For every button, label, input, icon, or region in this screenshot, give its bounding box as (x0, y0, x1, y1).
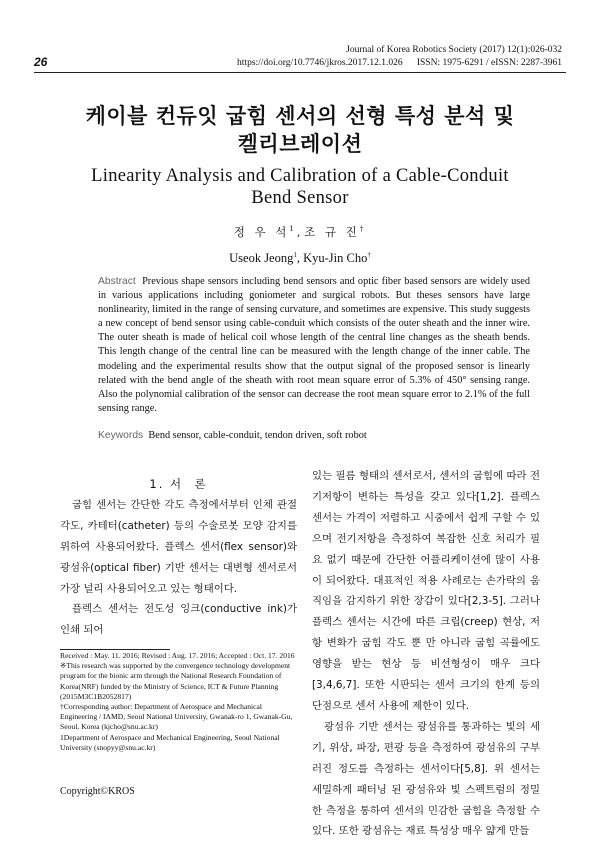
author-name: 정 우 석 (233, 225, 290, 239)
keywords-text: Bend sensor, cable-conduit, tendon driven, soft robot (148, 430, 367, 441)
section-heading: 1. 서 론 (149, 477, 208, 491)
footnote-dates: Received : May. 11. 2016; Revised : Aug. 17. 2016; Accepted : Oct. 17. 2016 (60, 651, 295, 660)
body-paragraph: 굽힘 센서는 간단한 각도 측정에서부터 인체 관절 각도, 카테터(catheter) 등의 수술로봇 모양 감지를 위하여 사용되어왔다. 플렉스 센서(flex sensor)와 광섬유(optical fiber) 기반 센서는 대변형 센서로서 가장 널리 사용되어오고 있는 형태이다. (60, 498, 297, 595)
body-paragraph: 있는 필름 형태의 센서로서, 센서의 굽힘에 따라 전기저항이 변하는 특성을 갖고 있다[1,2]. 플렉스 센서는 가격이 저렴하고 시중에서 쉽게 구할 수 있으며 전기저항을 측정하여 복잡한 신호 처리가 필요 없기 때문에 간단한 어플리케이션에 많이 사용이 되어왔다. 대표적인 적용 사례로는 손가락의 움직임을 감지하기 위한 장갑이 있다[2,3-5]. 그러나 플렉스 센서는 시간에 따른 크립(creep) 현상, 저항 변화가 굽힘 각도 뿐 만 아니라 굽힘 곡률에도 영향을 받는 현상 등 비선형성이 매우 크다[3,4,6,7]. 또한 시판되는 센서 크기의 한계 등의 단점으로 센서 사용에 제한이 있다. (312, 470, 540, 712)
author-separator: , (296, 251, 304, 266)
footnote-rule (60, 649, 170, 650)
author-name: 조 규 진 (304, 225, 360, 239)
journal-citation: Journal of Korea Robotics Society (2017) 12(1):026-032 (346, 45, 562, 55)
abstract-text: Previous shape sensors including bend sensors and optic fiber based sensors are widely used in various applications including goniometer and surgical robots. But theses sensors have large nonlinearity, limited in the range of sensing curvature, and sometimes are expensive. This study suggests a new concept of bend sensor using cable-conduit which consists of the outer sheath and the inner wire. The outer sheath is made of helical coil whose length of the central line changes as the sheath bends. This length change of the central line can be measured with the length change of the inner cable. The modeling and the experimental results show that the output signal of the proposed sensor is linearly related with the bend angle of the sheath with root mean square error of 5.3% of 450° sensing range. Also the polynomial calibration of the sensor can decrease the root mean square error to 2.1% of the full sensing range. (98, 276, 530, 414)
author-mark: 1 (293, 251, 297, 259)
author-mark: † (359, 225, 367, 234)
footnote-support: ※This research was supported by the convergence technology development program for the bionic arm through the National Research Foundation of Korea(NRF) funded by the Ministry of Science, ICT & Future Planning (2015M3C1B2052817) (60, 661, 291, 701)
footnote-corresponding: †Corresponding author: Department of Aerospace and Mechanical Engineering / IAMD, Seoul National University, Gwanak-ro 1, Gwanak-Gu, Seoul, Korea (kjcho@snu.ac.kr) (60, 702, 293, 732)
author-separator: , (296, 225, 305, 239)
header-rule (34, 72, 566, 73)
right-column (312, 466, 540, 842)
author-name: Useok Jeong (229, 251, 294, 266)
korean-title-line: 켈리브레이션 (237, 131, 363, 156)
footnote-affiliation: 1Department of Aerospace and Mechanical Engineering, Seoul National University (snopyy@snu.ac.kr) (60, 732, 280, 752)
english-title-line: Bend Sensor (251, 188, 349, 208)
copyright: Copyright©KROS (60, 786, 135, 797)
body-paragraph: 플렉스 센서는 전도성 잉크(conductive ink)가 인쇄 되어 (60, 603, 297, 637)
body-paragraph: 광섬유 기반 센서는 광섬유를 통과하는 빛의 세기, 위상, 파장, 편광 등을 측정하여 광섬유의 구부러진 정도를 측정하는 센서이다[5,8]. 위 센서는 세밀하게 패터닝 된 광섬유와 빛 스펙트럼의 정밀한 측정을 통하여 센서의 민감한 굽힘을 측정할 수 있다. 또한 광섬유는 재료 특성상 매우 얇게 만들 (312, 720, 540, 838)
left-column (60, 474, 297, 641)
journal-doi-issn: https://doi.org/10.7746/jkros.2017.12.1.026 ISSN: 1975-6291 / eISSN: 2287-3961 (237, 58, 562, 68)
author-mark: 1 (289, 225, 297, 234)
korean-title-line: 케이블 컨듀잇 굽힘 센서의 선형 특성 분석 및 (85, 103, 515, 128)
keywords (98, 430, 530, 441)
korean-authors (0, 224, 600, 240)
korean-title (60, 102, 540, 158)
author-name: Kyu-Jin Cho (303, 251, 368, 266)
abstract (98, 275, 530, 416)
keywords-label: Keywords (98, 430, 144, 441)
footnotes (60, 651, 300, 753)
english-title-line: Linearity Analysis and Calibration of a Cable-Conduit (91, 166, 509, 186)
abstract-label: Abstract (98, 276, 136, 287)
journal-info (237, 44, 562, 70)
author-mark: † (367, 251, 371, 259)
english-title (60, 165, 540, 209)
page-number: 26 (34, 55, 48, 69)
english-authors (0, 251, 600, 266)
